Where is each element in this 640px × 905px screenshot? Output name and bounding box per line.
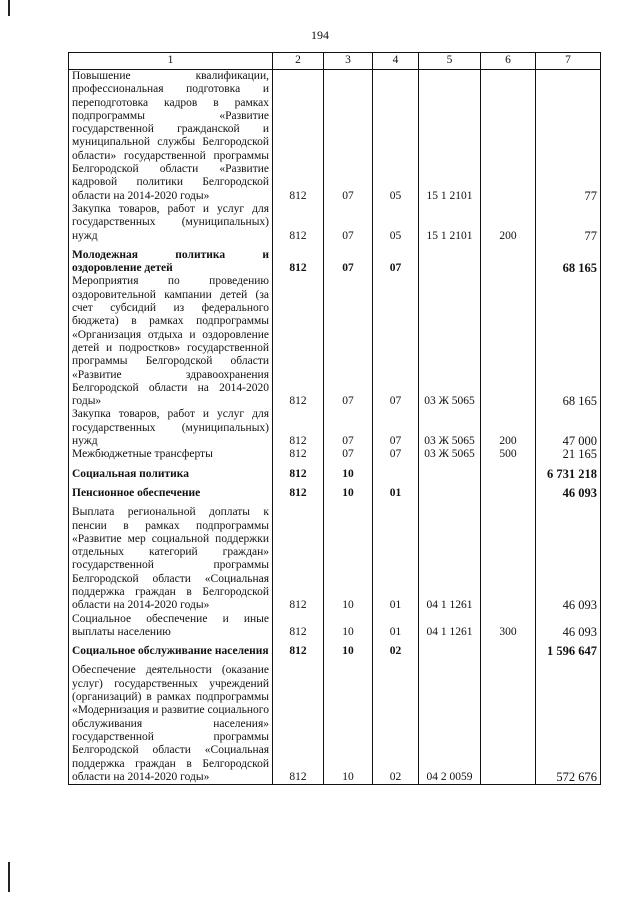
ministry-code-cell: 812 (273, 275, 324, 408)
section-code-cell: 10 (324, 639, 373, 658)
amount-cell: 46 093 (536, 481, 601, 500)
amount-cell: 46 093 (536, 500, 601, 612)
column-header: 1 (69, 53, 273, 70)
expense-type-cell (481, 462, 536, 481)
expense-type-cell (481, 275, 536, 408)
table-row (69, 448, 601, 461)
section-code-cell: 07 (324, 243, 373, 276)
subsection-code-cell (373, 462, 419, 481)
target-article-cell (419, 481, 481, 500)
ministry-code-cell: 812 (273, 70, 324, 203)
section-code-cell: 10 (324, 613, 373, 640)
section-code-cell: 10 (324, 500, 373, 612)
amount-cell: 1 596 647 (536, 639, 601, 658)
expense-type-cell (481, 500, 536, 612)
expense-type-cell (481, 658, 536, 784)
row-name-cell: Межбюджетные трансферты (69, 448, 273, 461)
page-number: 194 (311, 28, 329, 42)
expense-type-cell (481, 243, 536, 276)
section-code-cell: 07 (324, 203, 373, 243)
table-row (69, 500, 601, 612)
amount-cell: 77 (536, 70, 601, 203)
section-code-cell: 10 (324, 481, 373, 500)
row-name-cell: Выплата региональной доплаты к пенсии в рамках подпрограммы «Развитие мер социальной поддержки отдельных категорий граждан» государственной программы Белгородской области «Социальная поддержка граждан в Белгородской области на 2014-2020 годы» (69, 500, 273, 612)
amount-cell: 68 165 (536, 243, 601, 276)
expense-type-cell: 200 (481, 203, 536, 243)
target-article-cell: 03 Ж 5065 (419, 408, 481, 448)
row-name-cell: Закупка товаров, работ и услуг для государственных (муниципальных) нужд (69, 203, 273, 243)
subsection-code-cell: 01 (373, 613, 419, 640)
ministry-code-cell: 812 (273, 613, 324, 640)
row-name-cell: Пенсионное обеспечение (69, 481, 273, 500)
amount-cell: 47 000 (536, 408, 601, 448)
column-header: 4 (373, 53, 419, 70)
table-row (69, 203, 601, 243)
expense-type-cell (481, 481, 536, 500)
subsection-code-cell: 05 (373, 70, 419, 203)
column-header: 3 (324, 53, 373, 70)
column-header: 5 (419, 53, 481, 70)
subsection-code-cell: 07 (373, 243, 419, 276)
amount-cell: 572 676 (536, 658, 601, 784)
ministry-code-cell: 812 (273, 203, 324, 243)
subsection-code-cell: 05 (373, 203, 419, 243)
row-name-cell: Социальное обслуживание населения (69, 639, 273, 658)
ministry-code-cell: 812 (273, 500, 324, 612)
section-code-cell: 10 (324, 462, 373, 481)
expense-type-cell (481, 70, 536, 203)
table-row (69, 243, 601, 276)
ministry-code-cell: 812 (273, 448, 324, 461)
budget-table (68, 52, 601, 785)
subsection-code-cell: 07 (373, 408, 419, 448)
column-header: 6 (481, 53, 536, 70)
ministry-code-cell: 812 (273, 658, 324, 784)
subsection-code-cell: 02 (373, 658, 419, 784)
scan-edge-mark (8, 0, 10, 16)
target-article-cell: 15 1 2101 (419, 70, 481, 203)
target-article-cell (419, 243, 481, 276)
amount-cell: 77 (536, 203, 601, 243)
target-article-cell: 03 Ж 5065 (419, 275, 481, 408)
column-header: 2 (273, 53, 324, 70)
table-row (69, 70, 601, 203)
amount-cell: 46 093 (536, 613, 601, 640)
amount-cell: 6 731 218 (536, 462, 601, 481)
table-header-row (69, 53, 601, 70)
subsection-code-cell: 01 (373, 500, 419, 612)
ministry-code-cell: 812 (273, 408, 324, 448)
column-header: 7 (536, 53, 601, 70)
row-name-cell: Социальная политика (69, 462, 273, 481)
ministry-code-cell: 812 (273, 462, 324, 481)
table-row (69, 658, 601, 784)
ministry-code-cell: 812 (273, 243, 324, 276)
row-name-cell: Молодежная политика и оздоровление детей (69, 243, 273, 276)
target-article-cell: 04 2 0059 (419, 658, 481, 784)
table-row (69, 275, 601, 408)
row-name-cell: Социальное обеспечение и иные выплаты населению (69, 613, 273, 640)
target-article-cell (419, 639, 481, 658)
section-code-cell: 07 (324, 275, 373, 408)
target-article-cell: 15 1 2101 (419, 203, 481, 243)
ministry-code-cell: 812 (273, 481, 324, 500)
ministry-code-cell: 812 (273, 639, 324, 658)
table-row (69, 462, 601, 481)
table-row (69, 613, 601, 640)
row-name-cell: Повышение квалификации, профессиональная подготовка и переподготовка кадров в рамках подпрограммы «Развитие государственной гражданской и муниципальной службы Белгородской области» государственной программы Белгородской области «Развитие кадровой политики Белгородской области на 2014-2020 годы» (69, 70, 273, 203)
section-code-cell: 07 (324, 70, 373, 203)
scan-edge-mark (8, 862, 10, 892)
subsection-code-cell: 07 (373, 448, 419, 461)
table-row (69, 639, 601, 658)
expense-type-cell: 300 (481, 613, 536, 640)
section-code-cell: 07 (324, 408, 373, 448)
target-article-cell: 04 1 1261 (419, 613, 481, 640)
target-article-cell (419, 462, 481, 481)
section-code-cell: 10 (324, 658, 373, 784)
section-code-cell: 07 (324, 448, 373, 461)
amount-cell: 68 165 (536, 275, 601, 408)
expense-type-cell: 500 (481, 448, 536, 461)
row-name-cell: Мероприятия по проведению оздоровительной кампании детей (за счет субсидий из федерального бюджета) в рамках подпрограммы «Организация отдыха и оздоровление детей и подростков» государственной программы Белгородской области «Развитие здравоохранения Белгородской области на 2014-2020 годы» (69, 275, 273, 408)
subsection-code-cell: 02 (373, 639, 419, 658)
expense-type-cell: 200 (481, 408, 536, 448)
target-article-cell: 04 1 1261 (419, 500, 481, 612)
row-name-cell: Обеспечение деятельности (оказание услуг) государственных учреждений (организаций) в рамках подпрограммы «Модернизация и развитие социального обслуживания населения» государственной программы Белгородской области «Социальная поддержка граждан в Белгородской области на 2014-2020 годы» (69, 658, 273, 784)
amount-cell: 21 165 (536, 448, 601, 461)
target-article-cell: 03 Ж 5065 (419, 448, 481, 461)
subsection-code-cell: 07 (373, 275, 419, 408)
table-row (69, 408, 601, 448)
table-row (69, 481, 601, 500)
subsection-code-cell: 01 (373, 481, 419, 500)
expense-type-cell (481, 639, 536, 658)
row-name-cell: Закупка товаров, работ и услуг для государственных (муниципальных) нужд (69, 408, 273, 448)
